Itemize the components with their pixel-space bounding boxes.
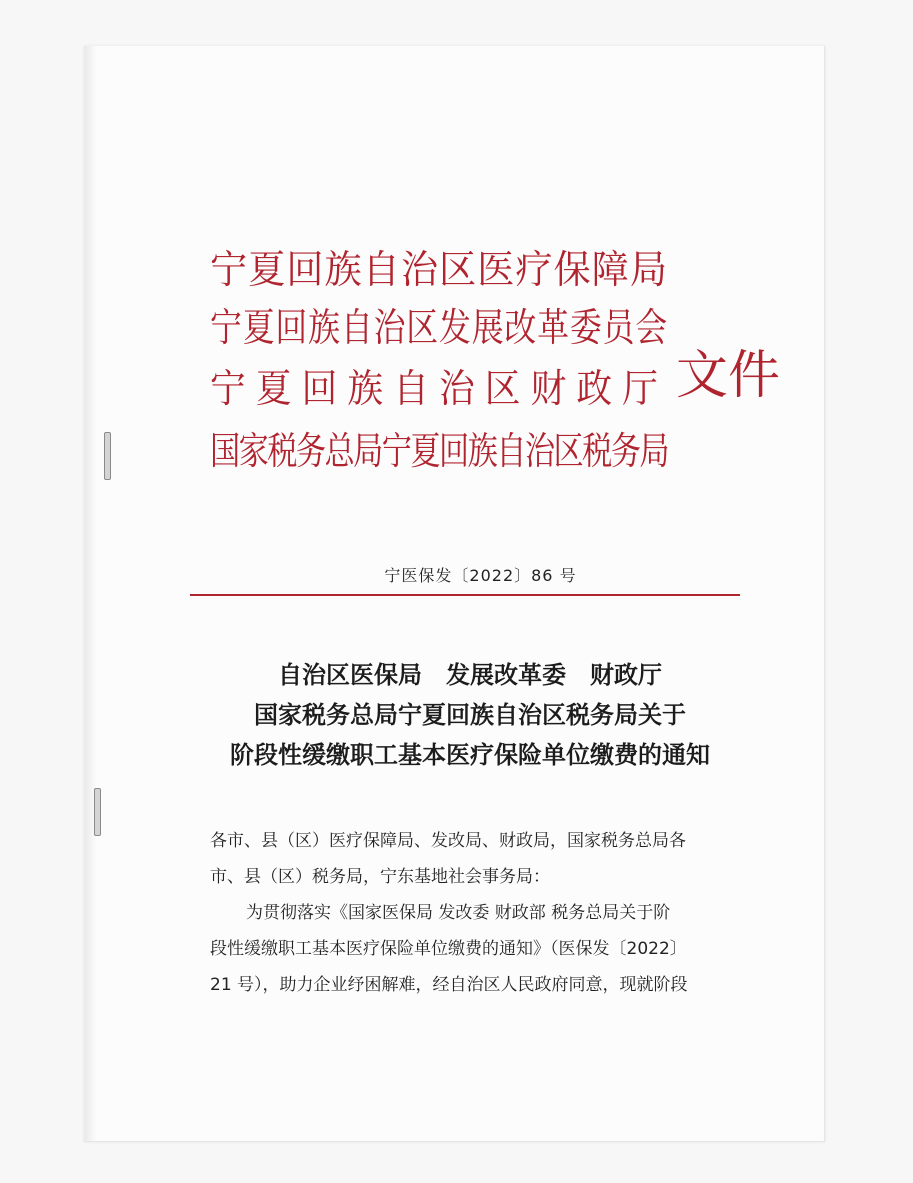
header-document-suffix: 文件	[676, 346, 781, 406]
staple-top	[104, 432, 111, 480]
authority-line-medical-security: 宁夏回族自治区医疗保障局	[210, 248, 669, 293]
authority-line-taxation: 国家税务总局宁夏回族自治区税务局	[210, 429, 669, 473]
authority-line-development-reform: 宁夏回族自治区发展改革委员会	[210, 306, 669, 351]
notice-title-line-3: 阶段性缓缴职工基本医疗保险单位缴费的通知	[230, 740, 710, 769]
staple-bottom	[94, 788, 101, 836]
authority-line-finance: 宁夏回族自治区财政厅	[210, 367, 669, 412]
body-line: 21 号），助力企业纾困解难，经自治区人民政府同意，现就阶段	[210, 975, 688, 995]
body-line: 市、县（区）税务局，宁东基地社会事务局：	[210, 867, 550, 887]
notice-title-line-2: 国家税务总局宁夏回族自治区税务局关于	[254, 700, 686, 729]
red-divider	[190, 594, 740, 596]
notice-body	[210, 823, 755, 1003]
body-line: 为贯彻落实《国家医保局 发改委 财政部 税务总局关于阶	[246, 903, 671, 923]
notice-title-line-1: 自治区医保局 发展改革委 财政厅	[278, 660, 662, 689]
document-number: 宁医保发〔2022〕86 号	[384, 566, 577, 585]
body-line: 段性缓缴职工基本医疗保险单位缴费的通知》（医保发〔2022〕	[210, 939, 687, 959]
body-line: 各市、县（区）医疗保障局、发改局、财政局，国家税务总局各	[210, 831, 686, 851]
binding-edge	[84, 46, 96, 1141]
